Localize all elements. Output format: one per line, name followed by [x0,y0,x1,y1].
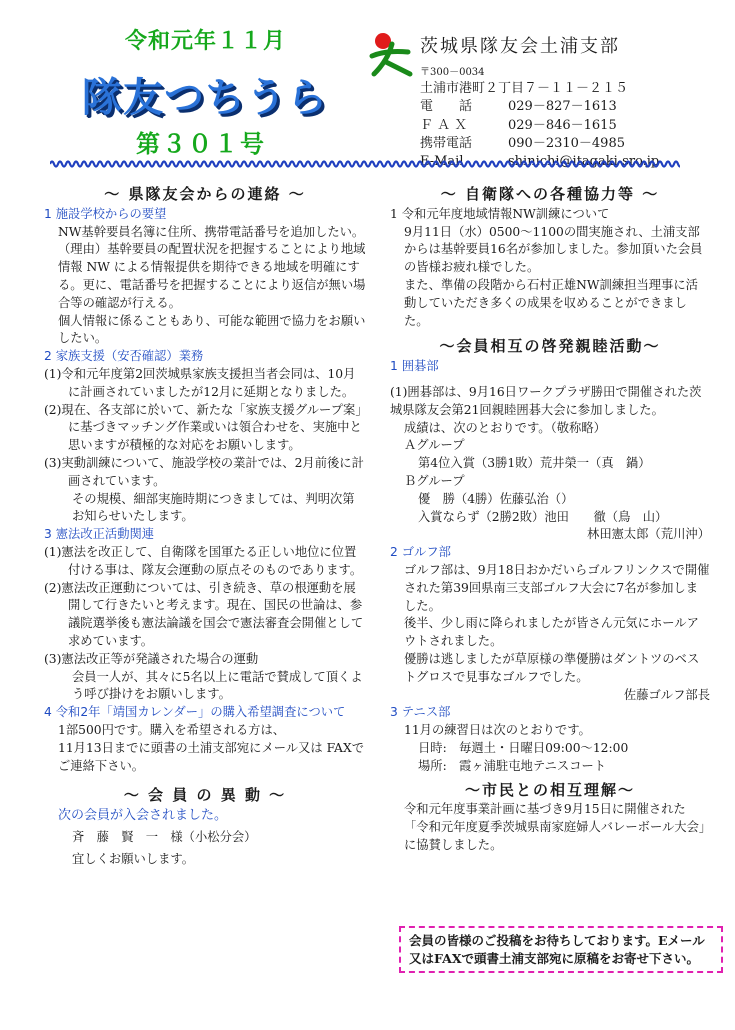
issue-date: 令和元年１１月 [125,29,287,54]
contact-email: E-Mail shinichi@itagaki-sro.jp [420,154,660,170]
membership-closing: 宜しくお願いします。 [72,851,194,866]
golf-signature: 佐藤ゴルフ部長 [623,687,710,702]
list-item: 会員一人が、其々に5名以上に電話で賛成して頂くよう呼び掛けをお願いします。 [72,669,363,702]
paragraph: 後半、少し雨に降られましたが皆さん元気にホールアウトされました。 [404,616,699,649]
paragraph: また、準備の段階から石村正雄NW訓練担当理事に活動していただき多くの成果を収めることができました。 [404,277,698,328]
paragraph: 令和元年度事業計画に基づき9月15日に開催された「令和元年度夏季茨城県南家庭婦人バレーボール大会」に協賛しました。 [404,802,706,852]
section-heading-civic: ～市民との相互理解～ [464,780,635,799]
paragraph: (1)囲碁部は、9月16日ワークプラザ勝田で開催された茨城県隊友会第21回親睦囲碁大会に参加しました。 [390,384,702,417]
section-heading-member-activities: ～会員相互の啓発親睦活動～ [439,337,661,356]
paragraph: 成績は、次のとおりです。（敬称略） [404,420,606,435]
section-heading-association: ～ 県隊友会からの連絡 ～ [104,185,306,203]
subsection-title: 3 憲法改正活動関連 [44,527,155,542]
subsection-title: 1 令和元年度地域情報NW訓練について [390,206,610,221]
org-logo-icon [368,30,414,78]
result-line: 第4位入賞（3勝1敗）荒井榮一（真 鍋） [418,456,651,471]
result-line: 優 勝（4勝）佐藤弘治（） [418,491,574,506]
subsection-title: 2 家族支援（安否確認）業務 [44,349,204,364]
list-item: (2)憲法改正運動については、引き続き、草の根運動を展開して行きたいと考えます。現在、国民の世論は、参議院選挙後も憲法論議を国会で憲法審査会開催として求めています。 [44,580,364,648]
subsection-title: 4 令和2年「靖国カレンダー」の購入希望調査について [44,705,346,720]
subsection-title: 2 ゴルフ部 [390,545,451,560]
list-item: (3)憲法改正等が発議された場合の運動 [44,651,259,666]
group-label: Ａグループ [404,438,465,453]
left-column [44,186,366,868]
result-line: 林田憲太郎（荒川沖） [587,527,710,542]
newsletter-title: 隊友つちうら [82,75,328,121]
right-column [390,186,710,855]
address: 土浦市港町２丁目７－１１－２１５ [420,81,629,96]
paragraph: （理由）基幹要員の配置状況を把握することにより地域情報 NW による情報提供を期待できる地域を明確にする。更に、電話番号を把握することにより返信が無い場合等の確認が行える。 [58,242,366,310]
paragraph: 優勝は逃しましたが草原様の準優勝はダントツのベストグロスで見事なゴルフでした。 [404,651,700,684]
paragraph: 1部500円です。購入を希望される方は、 [58,722,286,737]
paragraph: 9月11日（水）0500～1100の間実施され、土浦支部からは基幹要員16名が参加しました。参加頂いた会員の皆様お疲れ様でした。 [404,224,703,275]
paragraph: 11月13日までに頭書の土浦支部宛にメール又は FAXでご連絡下さい。 [58,740,364,773]
wave-divider [50,158,680,170]
section-heading-membership: ～ 会 員 の 異 動 ～ [123,786,287,805]
list-item: (1)令和元年度第2回茨城県家族支援担当者会同は、10月に計画されていましたが12月に延期となりました。 [44,366,356,399]
subsection-title: 3 テニス部 [390,705,451,720]
contact-mobile: 携帯電話 090－2310－4985 [420,135,625,151]
contact-fax: Ｆ Ａ Ｘ 029－846－1615 [420,117,617,133]
submission-notice: 会員の皆様のご投稿をお待ちしております。Eメール又はFAXで頭書土浦支部宛に原稿をお寄せ下さい。 [399,926,723,973]
contact-block [420,66,659,171]
paragraph: 11月の練習日は次のとおりです。 [404,723,591,738]
org-name: 茨城県隊友会土浦支部 [420,36,620,57]
paragraph: ゴルフ部は、9月18日おかだいらゴルフリンクスで開催された第39回県南三支部ゴルフ大会に7名が参加しました。 [404,562,710,613]
subsection-title: 1 施設学校からの要望 [44,206,167,221]
schedule-line: 日時: 毎週土・日曜日09:00～12:00 [418,740,629,755]
contact-phone: 電 話 029－827－1613 [420,99,617,115]
issue-number: 第３０１号 [136,130,266,158]
new-member: 斉 藤 賢 一 様（小松分会） [72,829,257,844]
list-item: (2)現在、各支部に於いて、新たな「家族支援グループ案」に基づきマッチング作業或いは領合わせを、実施中と思いますが積極的な対応をお願いします。 [44,402,362,453]
membership-intro: 次の会員が入会されました。 [58,808,228,824]
list-item: (1)憲法を改正して、自衛隊を国軍たる正しい地位に位置付ける事は、隊友会運動の原点そのものであります。 [44,544,363,577]
result-line: 入賞ならず（2勝2敗）池田 徹（鳥 山） [418,509,668,524]
paragraph: NW基幹要員名簿に住所、携帯電話番号を追加したい。 [58,224,365,239]
place-line: 場所: 霞ヶ浦駐屯地テニスコート [418,758,607,773]
list-item: その規模、細部実施時期につきましては、判明次第お知らせいたします。 [72,491,355,524]
paragraph: 個人情報に係ることもあり、可能な範囲で協力をお願いしたい。 [58,313,366,346]
group-label: Ｂグループ [404,473,465,488]
list-item: (3)実動訓練について、施設学校の業計では、2月前後に計画されています。 [44,455,364,488]
section-heading-sdf-cooperation: ～ 自衛隊への各種協力等 ～ [440,185,660,203]
postal-code: 〒300－0034 [420,67,485,78]
subsection-title: 1 囲碁部 [390,359,439,374]
